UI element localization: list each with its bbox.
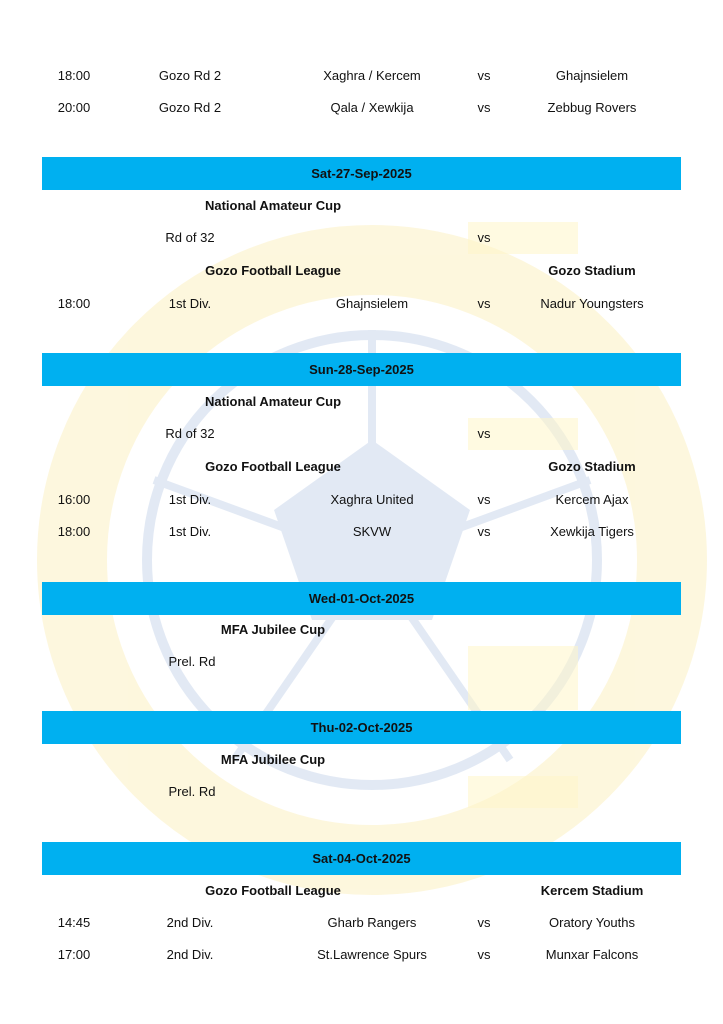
home-team: Ghajnsielem (335, 296, 409, 311)
venue: Kercem Stadium (540, 883, 644, 898)
home-team: SKVW (352, 524, 392, 539)
home-team: Gharb Rangers (327, 915, 417, 930)
round: 1st Div. (168, 492, 212, 507)
round: Prel. Rd (168, 784, 216, 799)
competition-row (42, 255, 681, 287)
away-team: Nadur Youngsters (540, 296, 644, 311)
away-team: Oratory Youths (549, 915, 635, 930)
match-row (42, 907, 681, 939)
competition-row (42, 614, 681, 646)
date-header: Sat-04-Oct-2025 (42, 842, 681, 875)
versus: vs (477, 915, 491, 930)
date-header: Sat-27-Sep-2025 (42, 157, 681, 190)
home-team: St.Lawrence Spurs (317, 947, 427, 962)
kickoff-time: 18:00 (57, 68, 91, 83)
competition-row (42, 386, 681, 418)
round: Gozo Rd 2 (158, 68, 222, 83)
round: Prel. Rd (168, 654, 216, 669)
round: 1st Div. (168, 296, 212, 311)
competition-row (42, 744, 681, 776)
versus: vs (477, 947, 491, 962)
competition-name: Gozo Football League (205, 883, 341, 898)
away-team: Munxar Falcons (545, 947, 639, 962)
competition-name: National Amateur Cup (204, 394, 342, 409)
round: 1st Div. (168, 524, 212, 539)
competition-name: MFA Jubilee Cup (220, 752, 326, 767)
versus: vs (477, 296, 491, 311)
versus: vs (477, 230, 491, 245)
round: 2nd Div. (166, 915, 214, 930)
round: Rd of 32 (165, 230, 215, 245)
competition-row (42, 190, 681, 222)
versus: vs (477, 426, 491, 441)
kickoff-time: 16:00 (57, 492, 91, 507)
versus: vs (477, 100, 491, 115)
home-team: Xaghra United (330, 492, 414, 507)
match-row (42, 92, 681, 124)
competition-row (42, 875, 681, 907)
away-team: Ghajnsielem (555, 68, 629, 83)
kickoff-time: 14:45 (57, 915, 91, 930)
competition-name: Gozo Football League (205, 459, 341, 474)
venue: Gozo Stadium (548, 459, 636, 474)
away-team: Xewkija Tigers (550, 524, 634, 539)
kickoff-time: 20:00 (57, 100, 91, 115)
match-row (42, 60, 681, 92)
round-row (42, 418, 681, 450)
match-row (42, 484, 681, 516)
round-row (42, 222, 681, 254)
round: 2nd Div. (166, 947, 214, 962)
date-header: Thu-02-Oct-2025 (42, 711, 681, 744)
home-team: Xaghra / Kercem (323, 68, 421, 83)
round-row (42, 646, 681, 678)
round: Gozo Rd 2 (158, 100, 222, 115)
kickoff-time: 18:00 (57, 524, 91, 539)
date-header: Wed-01-Oct-2025 (42, 582, 681, 615)
competition-name: Gozo Football League (205, 263, 341, 278)
versus: vs (477, 492, 491, 507)
versus: vs (477, 524, 491, 539)
competition-name: National Amateur Cup (204, 198, 342, 213)
kickoff-time: 18:00 (57, 296, 91, 311)
round-row (42, 776, 681, 808)
date-header: Sun-28-Sep-2025 (42, 353, 681, 386)
competition-name: MFA Jubilee Cup (220, 622, 326, 637)
round: Rd of 32 (165, 426, 215, 441)
kickoff-time: 17:00 (57, 947, 91, 962)
match-row (42, 288, 681, 320)
venue: Gozo Stadium (548, 263, 636, 278)
match-row (42, 516, 681, 548)
competition-row (42, 451, 681, 483)
match-row (42, 939, 681, 971)
versus: vs (477, 68, 491, 83)
home-team: Qala / Xewkija (330, 100, 414, 115)
away-team: Kercem Ajax (555, 492, 629, 507)
away-team: Zebbug Rovers (547, 100, 637, 115)
